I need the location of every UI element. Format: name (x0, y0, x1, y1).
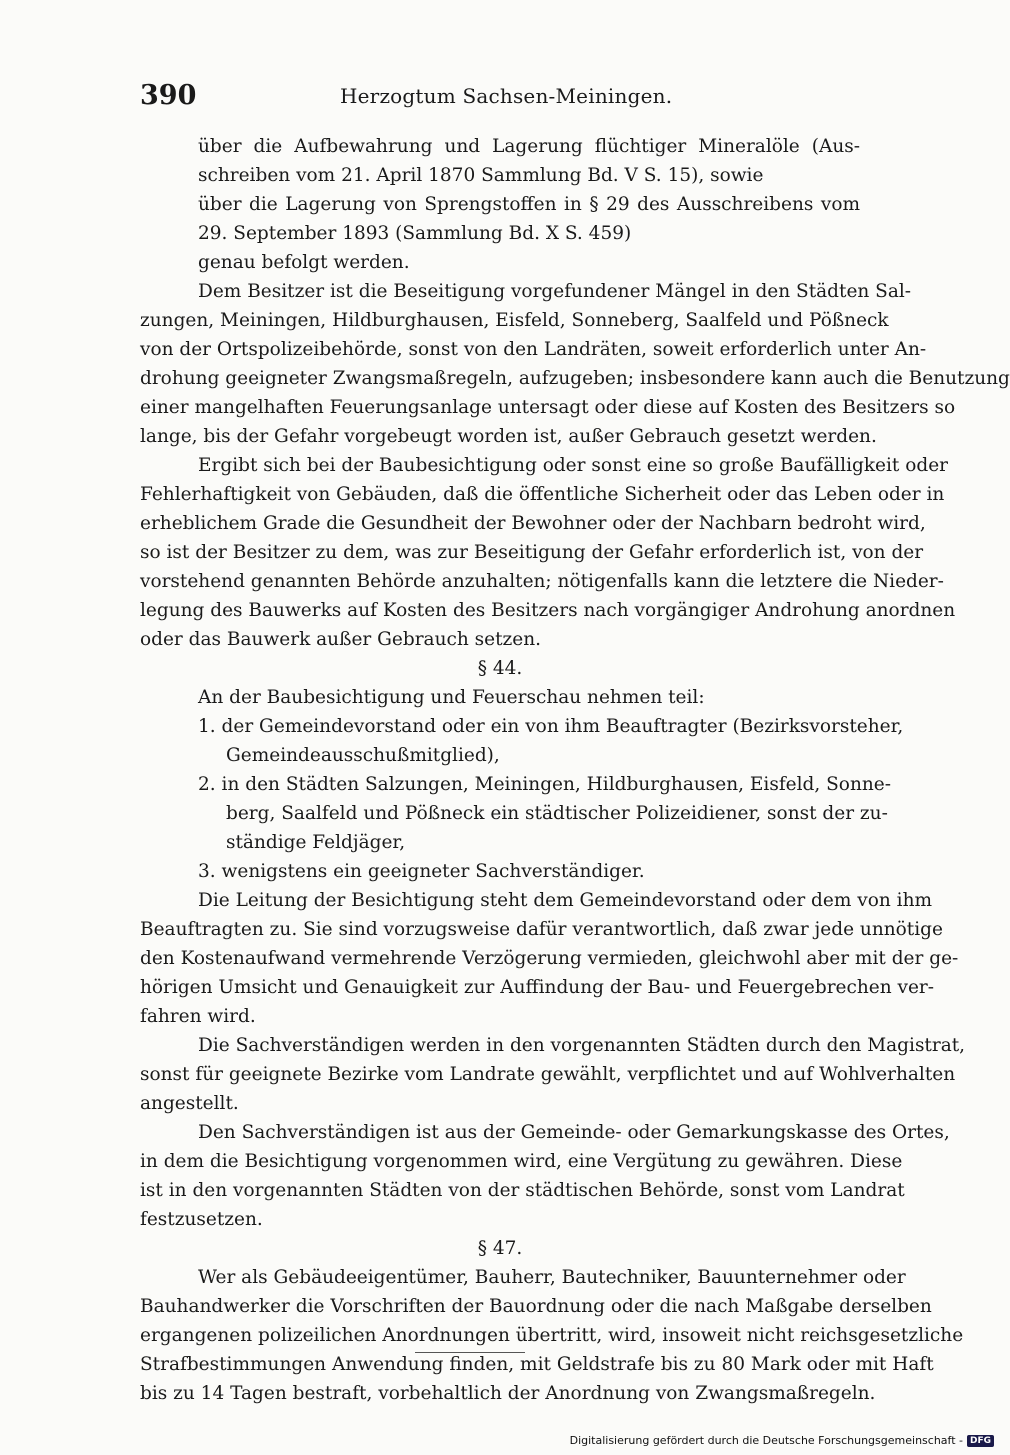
text-line: hörigen Umsicht und Genauigkeit zur Auffindung der Bau- und Feuergebrechen ver- (140, 977, 935, 998)
text-line: sonst für geeignete Bezirke vom Landrate gewählt, verpflichtet und auf Wohlverhalten (140, 1064, 956, 1085)
text-line: Den Sachverständigen ist aus der Gemeinde- oder Gemarkungskasse des Ortes, (198, 1122, 950, 1143)
section-heading: § 47. (477, 1238, 523, 1259)
text-line: 3. wenigstens ein geeigneter Sachverständiger. (198, 861, 645, 882)
page-body-text (140, 132, 1010, 1408)
text-line: Dem Besitzer ist die Beseitigung vorgefundener Mängel in den Städten Sal- (198, 281, 912, 302)
text-line: den Kostenaufwand vermehrende Verzögerung vermieden, gleichwohl aber mit der ge- (140, 948, 959, 969)
text-line: zungen, Meiningen, Hildburghausen, Eisfeld, Sonneberg, Saalfeld und Pößneck (140, 310, 889, 331)
text-line: schreiben vom 21. April 1870 Sammlung Bd. V S. 15), sowie (198, 165, 764, 186)
page-number: 390 (140, 80, 197, 111)
text-line: einer mangelhaften Feuerungsanlage untersagt oder diese auf Kosten des Besitzers so (140, 397, 956, 418)
text-line: Wer als Gebäudeeigentümer, Bauherr, Bautechniker, Bauunternehmer oder (198, 1267, 906, 1288)
text-line: oder das Bauwerk außer Gebrauch setzen. (140, 629, 542, 650)
text-line: ergangenen polizeilichen Anordnungen übertritt, wird, insoweit nicht reichsgesetzliche (140, 1325, 964, 1346)
page-header (140, 80, 860, 120)
text-line: berg, Saalfeld und Pößneck ein städtischer Polizeidiener, sonst der zu- (226, 803, 888, 824)
text-line: 2. in den Städten Salzungen, Meiningen, Hildburghausen, Eisfeld, Sonne- (198, 774, 891, 795)
text-line: 1. der Gemeindevorstand oder ein von ihm Beauftragter (Bezirksvorsteher, (198, 716, 904, 737)
dfg-logo: DFG (967, 1435, 994, 1447)
text-line: festzusetzen. (140, 1209, 263, 1230)
text-line: so ist der Besitzer zu dem, was zur Beseitigung der Gefahr erforderlich ist, von der (140, 542, 924, 563)
text-line: ständige Feldjäger, (226, 832, 406, 853)
text-line: Beauftragten zu. Sie sind vorzugsweise dafür verantwortlich, daß zwar jede unnötige (140, 919, 943, 940)
text-line: ist in den vorgenannten Städten von der städtischen Behörde, sonst vom Landrat (140, 1180, 905, 1201)
digitization-credit (570, 1434, 994, 1447)
text-line: drohung geeigneter Zwangsmaßregeln, aufzugeben; insbesondere kann auch die Benutzung (140, 368, 1010, 389)
text-line: legung des Bauwerks auf Kosten des Besitzers nach vorgängiger Androhung anordnen (140, 600, 956, 621)
text-line: erheblichem Grade die Gesundheit der Bewohner oder der Nachbarn bedroht wird, (140, 513, 926, 534)
text-line: Ergibt sich bei der Baubesichtigung oder sonst eine so große Baufälligkeit oder (198, 455, 949, 476)
text-line: Fehlerhaftigkeit von Gebäuden, daß die öffentliche Sicherheit oder das Leben oder in (140, 484, 945, 505)
text-line: Die Sachverständigen werden in den vorgenannten Städten durch den Magistrat, (198, 1035, 966, 1056)
text-line: An der Baubesichtigung und Feuerschau nehmen teil: (198, 687, 705, 708)
text-line: 29. September 1893 (Sammlung Bd. X S. 459) (198, 223, 632, 244)
text-line: vorstehend genannten Behörde anzuhalten; nötigenfalls kann die letztere die Nieder- (140, 571, 944, 592)
text-line: über die Aufbewahrung und Lagerung flüchtiger Mineralöle (Aus- (198, 136, 860, 157)
text-line: fahren wird. (140, 1006, 256, 1027)
text-line: bis zu 14 Tagen bestraft, vorbehaltlich der Anordnung von Zwangsmaßregeln. (140, 1383, 876, 1404)
text-line: in dem die Besichtigung vorgenommen wird, eine Vergütung zu gewähren. Diese (140, 1151, 903, 1172)
section-heading: § 44. (477, 658, 523, 679)
text-line: Gemeindeausschußmitglied), (226, 745, 500, 766)
text-line: Strafbestimmungen Anwendung finden, mit Geldstrafe bis zu 80 Mark oder mit Haft (140, 1354, 934, 1375)
text-line: über die Lagerung von Sprengstoffen in § 29 des Ausschreibens vom (198, 194, 860, 215)
end-rule (415, 1352, 525, 1353)
credit-text: Digitalisierung gefördert durch die Deutsche Forschungsgemeinschaft - (569, 1434, 963, 1447)
running-title: Herzogtum Sachsen-Meiningen. (340, 84, 673, 108)
text-line: von der Ortspolizeibehörde, sonst von den Landräten, soweit erforderlich unter An- (140, 339, 927, 360)
text-line: angestellt. (140, 1093, 239, 1114)
text-line: Bauhandwerker die Vorschriften der Bauordnung oder die nach Maßgabe derselben (140, 1296, 932, 1317)
text-line: genau befolgt werden. (198, 252, 410, 273)
text-line: lange, bis der Gefahr vorgebeugt worden ist, außer Gebrauch gesetzt werden. (140, 426, 877, 447)
text-line: Die Leitung der Besichtigung steht dem Gemeindevorstand oder dem von ihm (198, 890, 933, 911)
